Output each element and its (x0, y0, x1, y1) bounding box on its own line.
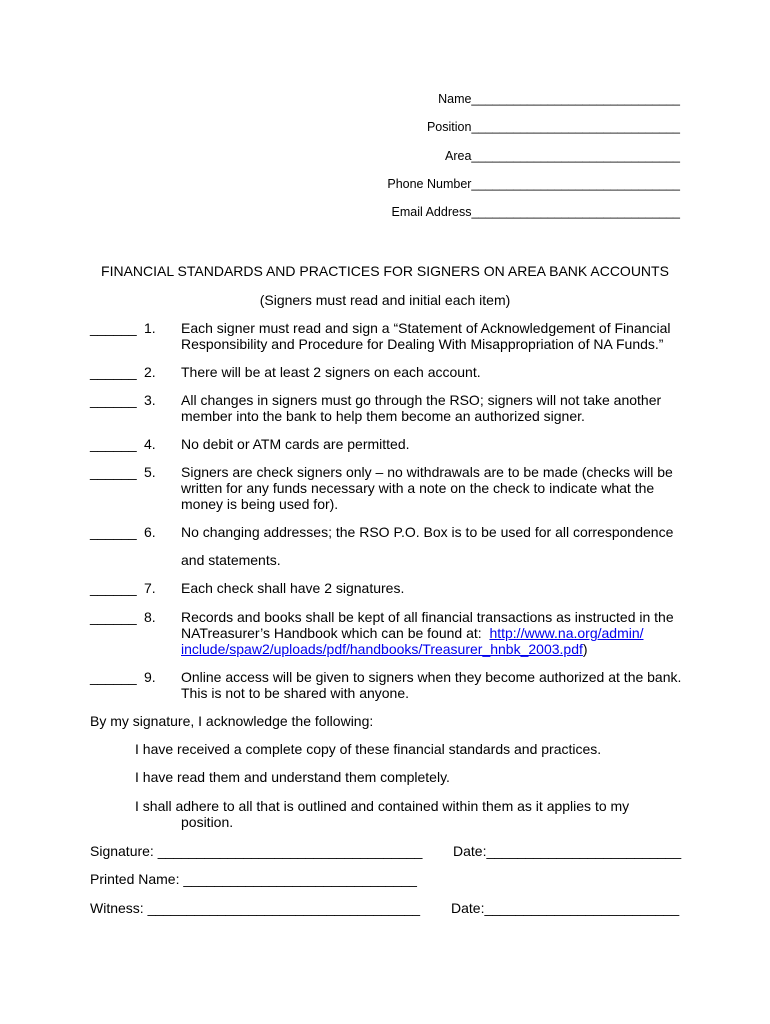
item-8-line-3 (181, 641, 691, 657)
item-9-line-2: This is not to be shared with anyone. (181, 685, 410, 701)
item-5-line-2: written for any funds necessary with a note on the check to indicate what the (181, 480, 655, 496)
item-8-link-suffix: ) (582, 641, 588, 657)
signature-line[interactable]: Signature: __________________________________ (90, 843, 423, 859)
item-1-line-2: Responsibility and Procedure for Dealing With Misappropriation of NA Funds.” (181, 336, 664, 352)
item-number-8: 8. (144, 609, 156, 625)
phone-number-field[interactable]: Phone Number______________________________ (387, 177, 680, 191)
item-5-line-3: money is being used for). (181, 496, 339, 512)
initial-blank-3[interactable]: ______ (90, 392, 137, 408)
item-2-text (181, 364, 691, 380)
initial-blank-1[interactable]: ______ (90, 320, 137, 336)
item-4-line-1: No debit or ATM cards are permitted. (181, 436, 410, 452)
item-6-text (181, 524, 691, 568)
acknowledgement-3: I shall adhere to all that is outlined and contained within them as it applies to my (135, 798, 630, 814)
item-6-line-1: No changing addresses; the RSO P.O. Box is to be used for all correspondence (181, 524, 674, 540)
document-title: FINANCIAL STANDARDS AND PRACTICES FOR SIGNERS ON AREA BANK ACCOUNTS (101, 263, 669, 279)
item-number-4: 4. (144, 436, 156, 452)
initial-blank-6[interactable]: ______ (90, 524, 137, 540)
item-8-line-2 (181, 625, 691, 641)
item-8-line-2-prefix: NATreasurer’s Handbook which can be found at: (181, 625, 490, 641)
item-number-1: 1. (144, 320, 156, 336)
item-4-text (181, 436, 691, 452)
witness-line[interactable]: Witness: ___________________________________ (90, 900, 421, 916)
acknowledge-intro: By my signature, I acknowledge the following: (90, 713, 374, 729)
name-field[interactable]: Name______________________________ (438, 92, 680, 106)
position-field[interactable]: Position______________________________ (426, 120, 680, 134)
initial-blank-9[interactable]: ______ (90, 669, 137, 685)
treasurer-handbook-link-part-2[interactable]: include/spaw2/uploads/pdf/handbooks/Treasurer_hnbk_2003.pdf (181, 641, 583, 657)
item-1-line-1: Each signer must read and sign a “Statement of Acknowledgement of Financial (181, 320, 671, 336)
item-2-line-1: There will be at least 2 signers on each account. (181, 364, 481, 380)
item-number-2: 2. (144, 364, 156, 380)
printed-name-line[interactable]: Printed Name: ______________________________ (90, 871, 417, 887)
item-5-line-1: Signers are check signers only – no withdrawals are to be made (checks will be (181, 464, 673, 480)
treasurer-handbook-link-part-1[interactable]: http://www.na.org/admin/ (489, 625, 644, 641)
acknowledgement-3-continued: position. (181, 814, 234, 830)
item-6-line-2: and statements. (181, 552, 281, 568)
item-7-line-1: Each check shall have 2 signatures. (181, 580, 405, 596)
item-number-3: 3. (144, 392, 156, 408)
acknowledgement-2: I have read them and understand them completely. (135, 769, 450, 785)
acknowledgement-1: I have received a complete copy of these financial standards and practices. (135, 741, 602, 757)
item-9-text (181, 669, 691, 701)
item-number-9: 9. (144, 669, 156, 685)
email-address-field[interactable]: Email Address______________________________ (391, 205, 680, 219)
item-3-line-2: member into the bank to help them become an authorized signer. (181, 408, 585, 424)
signature-date-line[interactable]: Date:_________________________ (453, 843, 682, 859)
item-7-text (181, 580, 691, 596)
initial-blank-7[interactable]: ______ (90, 580, 137, 596)
document-subtitle: (Signers must read and initial each item) (259, 292, 511, 308)
initial-blank-4[interactable]: ______ (90, 436, 137, 452)
initial-blank-5[interactable]: ______ (90, 464, 137, 480)
item-9-line-1: Online access will be given to signers when they become authorized at the bank. (181, 669, 682, 685)
item-number-6: 6. (144, 524, 156, 540)
item-8-line-1: Records and books shall be kept of all financial transactions as instructed in the (181, 609, 674, 625)
item-1-text (181, 320, 691, 352)
witness-date-line[interactable]: Date:_________________________ (451, 900, 680, 916)
initial-blank-8[interactable]: ______ (90, 609, 137, 625)
initial-blank-2[interactable]: ______ (90, 364, 137, 380)
item-number-5: 5. (144, 464, 156, 480)
item-3-text (181, 392, 691, 424)
item-5-text (181, 464, 691, 512)
item-3-line-1: All changes in signers must go through the RSO; signers will not take another (181, 392, 662, 408)
area-field[interactable]: Area______________________________ (445, 149, 680, 163)
item-number-7: 7. (144, 580, 156, 596)
item-8-text (181, 609, 691, 657)
